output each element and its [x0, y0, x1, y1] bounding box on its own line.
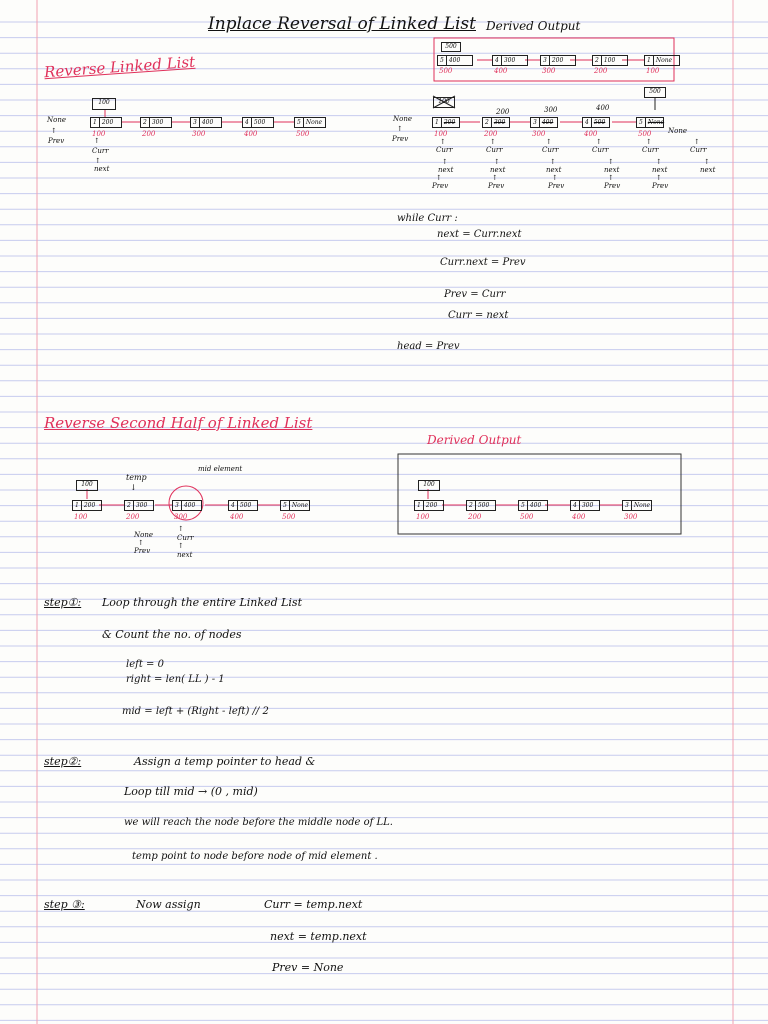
- arrow-up: ↑: [440, 138, 446, 146]
- output-head-box: 500: [441, 42, 461, 52]
- list-node: [280, 500, 310, 511]
- step-line: next = temp.next: [270, 930, 367, 943]
- node-value: 1: [433, 118, 442, 127]
- curr-label: Curr: [642, 146, 659, 154]
- node-address: 500: [638, 130, 652, 138]
- arrow-up: ↑: [138, 539, 144, 547]
- list-node: [432, 117, 460, 128]
- step-line: we will reach the node before the middle node of LL.: [124, 817, 393, 828]
- node-address: 500: [439, 67, 453, 75]
- section-reverse-linked-list: Reverse Linked List: [43, 52, 196, 82]
- next-label: next: [94, 165, 110, 173]
- step-line: & Count the no. of nodes: [102, 628, 242, 641]
- curr-label: Curr: [486, 146, 503, 154]
- node-next: 400: [201, 119, 214, 126]
- curr-label: Curr: [177, 534, 194, 542]
- arrow-up: ↑: [490, 138, 496, 146]
- node-next: 300: [503, 57, 516, 64]
- node-next: 100: [603, 57, 616, 64]
- next-label: next: [700, 166, 716, 174]
- step-2-label: step②:: [44, 755, 82, 768]
- list-node: [124, 500, 154, 511]
- node-address: 400: [584, 130, 598, 138]
- node-value: 3: [531, 118, 540, 127]
- node-value: 1: [73, 501, 82, 510]
- arrow-up: ↑: [494, 158, 500, 166]
- algo-line: while Curr :: [397, 213, 458, 224]
- arrow-up: ↑: [178, 525, 184, 533]
- prev-label: Prev: [548, 182, 565, 190]
- node-next: 300: [151, 119, 164, 126]
- node-next: 300: [581, 502, 594, 509]
- arrow-up: ↑: [608, 158, 614, 166]
- prev-label: Prev: [652, 182, 669, 190]
- list-node: [636, 117, 664, 128]
- node-next: 200: [425, 502, 438, 509]
- node-address: 400: [494, 67, 508, 75]
- list-node: [644, 55, 680, 66]
- node-address: 200: [468, 513, 482, 521]
- arrow-up: ↑: [596, 138, 602, 146]
- node-value: 4: [583, 118, 592, 127]
- none-label: None: [47, 116, 66, 124]
- step-line: right = len( LL ) - 1: [126, 674, 225, 685]
- node-address: 100: [434, 130, 448, 138]
- step-line: Prev = None: [272, 961, 344, 974]
- list-node: [592, 55, 628, 66]
- curr-label: Curr: [92, 147, 109, 155]
- node-next: 200: [101, 119, 114, 126]
- node-next: 400: [448, 57, 461, 64]
- node-next: None: [305, 119, 323, 126]
- algo-line: next = Curr.next: [437, 229, 522, 240]
- node-address: 100: [92, 130, 106, 138]
- arrow-up: ↑: [492, 174, 498, 182]
- node-address: 500: [296, 130, 310, 138]
- node-next: 400: [529, 502, 542, 509]
- node-address: 500: [520, 513, 534, 521]
- step-line: Assign a temp pointer to head &: [134, 755, 316, 768]
- step-line: left = 0: [126, 659, 164, 670]
- next-label: next: [438, 166, 454, 174]
- node-value: 5: [295, 118, 304, 127]
- curr-label: Curr: [592, 146, 609, 154]
- node-next: 500: [253, 119, 266, 126]
- derived-output-label: Derived Output: [427, 433, 522, 447]
- none-label: None: [393, 115, 412, 123]
- algo-line: Curr.next = Prev: [440, 257, 526, 268]
- node-value: 4: [243, 118, 252, 127]
- node-address: 300: [532, 130, 546, 138]
- new-head-box: 500: [644, 87, 666, 98]
- none-label: None: [668, 127, 687, 135]
- node-value: 3: [623, 501, 632, 510]
- node-address: 400: [230, 513, 244, 521]
- arrow-up: ↑: [550, 158, 556, 166]
- step-line: Now assign: [136, 898, 201, 911]
- node-value: 4: [229, 501, 238, 510]
- curr-label: Curr: [542, 146, 559, 154]
- node-next: 200: [551, 57, 564, 64]
- node-address: 200: [142, 130, 156, 138]
- node-next: 300: [135, 502, 148, 509]
- algo-line: Curr = next: [448, 310, 509, 321]
- node-value: 3: [541, 56, 550, 65]
- head-box: 100: [92, 98, 116, 110]
- derived-output-label: Derived Output: [486, 19, 581, 33]
- node-next: None: [633, 502, 651, 509]
- page-title: Inplace Reversal of Linked List: [208, 14, 476, 34]
- list-node: [518, 500, 548, 511]
- node-address: 400: [244, 130, 258, 138]
- step-line: Loop through the entire Linked List: [102, 596, 302, 609]
- list-node: [172, 500, 202, 511]
- node-value: 1: [91, 118, 100, 127]
- list-node: [90, 117, 122, 128]
- arrow-up: ↑: [656, 158, 662, 166]
- list-node: [414, 500, 444, 511]
- node-address: 300: [624, 513, 638, 521]
- prev-label: Prev: [488, 182, 505, 190]
- algo-line: head = Prev: [397, 341, 460, 352]
- arrow-up: ↑: [552, 174, 558, 182]
- node-next-crossed: 300: [493, 119, 506, 126]
- node-value: 1: [645, 56, 654, 65]
- step-line: Curr = temp.next: [264, 898, 363, 911]
- node-next: 200: [83, 502, 96, 509]
- step-line: Loop till mid → (0 , mid): [124, 785, 258, 798]
- node-value: 4: [493, 56, 502, 65]
- arrow-up: ↑: [442, 158, 448, 166]
- node-value: 1: [415, 501, 424, 510]
- next-label: next: [177, 551, 193, 559]
- node-value: 2: [467, 501, 476, 510]
- node-value: 2: [125, 501, 134, 510]
- node-next-crossed: 400: [541, 119, 554, 126]
- list-node: [570, 500, 600, 511]
- node-value: 5: [281, 501, 290, 510]
- node-next-crossed: 200: [443, 119, 456, 126]
- head-box: 100: [76, 480, 98, 491]
- old-head-box: 100: [433, 97, 455, 108]
- list-node: [72, 500, 102, 511]
- node-address: 400: [572, 513, 586, 521]
- node-address: 300: [174, 513, 188, 521]
- head-box: 100: [418, 480, 440, 491]
- arrow-up: ↑: [397, 125, 403, 133]
- arrow-up: ↑: [694, 138, 700, 146]
- node-value: 5: [438, 56, 447, 65]
- arrow-up: ↑: [94, 137, 100, 145]
- node-address: 500: [282, 513, 296, 521]
- mid-element-label: mid element: [198, 465, 243, 473]
- list-node: [140, 117, 172, 128]
- curr-label: Curr: [690, 146, 707, 154]
- node-next: 500: [477, 502, 490, 509]
- node-next-crossed: 500: [593, 119, 606, 126]
- step-line: temp point to node before node of mid element .: [132, 851, 378, 862]
- node-value: 4: [571, 501, 580, 510]
- arrow-up: ↑: [178, 542, 184, 550]
- node-value: 2: [483, 118, 492, 127]
- step-3-label: step ③:: [44, 898, 85, 911]
- arrow-up: ↑: [95, 157, 101, 165]
- none-label: None: [134, 531, 153, 539]
- prev-label: Prev: [392, 135, 409, 143]
- node-next: 400: [183, 502, 196, 509]
- list-node: [582, 117, 610, 128]
- prev-label: Prev: [48, 137, 65, 145]
- node-address: 100: [646, 67, 660, 75]
- curr-label: Curr: [436, 146, 453, 154]
- list-node: [492, 55, 528, 66]
- prev-label: Prev: [604, 182, 621, 190]
- list-node: [242, 117, 274, 128]
- next-label: next: [604, 166, 620, 174]
- new-link-value: 300: [544, 106, 558, 114]
- list-node: [190, 117, 222, 128]
- node-next-crossed: None: [647, 119, 665, 126]
- node-address: 200: [126, 513, 140, 521]
- node-address: 300: [542, 67, 556, 75]
- step-1-label: step①:: [44, 596, 82, 609]
- new-link-value: 200: [496, 108, 510, 116]
- list-node: [530, 117, 558, 128]
- list-node: [540, 55, 576, 66]
- node-value: 2: [141, 118, 150, 127]
- algo-line: Prev = Curr: [444, 289, 506, 300]
- list-node: [228, 500, 258, 511]
- list-node: [437, 55, 473, 66]
- temp-label: temp: [126, 473, 147, 482]
- prev-label: Prev: [134, 547, 151, 555]
- node-address: 200: [484, 130, 498, 138]
- arrow-down: ↓: [130, 483, 137, 492]
- list-node: [294, 117, 326, 128]
- arrow-up: ↑: [436, 174, 442, 182]
- arrow-up: ↑: [546, 138, 552, 146]
- new-link-value: 400: [596, 104, 610, 112]
- list-node: [482, 117, 510, 128]
- list-node: [466, 500, 496, 511]
- arrow-up: ↑: [51, 127, 57, 135]
- node-value: 2: [593, 56, 602, 65]
- arrow-up: ↑: [656, 174, 662, 182]
- section-reverse-second-half: Reverse Second Half of Linked List: [44, 414, 313, 432]
- node-value: 3: [173, 501, 182, 510]
- node-address: 100: [416, 513, 430, 521]
- node-address: 100: [74, 513, 88, 521]
- arrow-up: ↑: [608, 174, 614, 182]
- node-next: 500: [239, 502, 252, 509]
- prev-label: Prev: [432, 182, 449, 190]
- step-line: mid = left + (Right - left) // 2: [122, 706, 269, 717]
- node-value: 3: [191, 118, 200, 127]
- arrow-up: ↑: [646, 138, 652, 146]
- list-node: [622, 500, 652, 511]
- node-address: 200: [594, 67, 608, 75]
- arrow-up: ↑: [704, 158, 710, 166]
- node-value: 5: [637, 118, 646, 127]
- next-label: next: [546, 166, 562, 174]
- next-label: next: [652, 166, 668, 174]
- node-next: None: [655, 57, 673, 64]
- node-next: None: [291, 502, 309, 509]
- next-label: next: [490, 166, 506, 174]
- node-value: 5: [519, 501, 528, 510]
- node-address: 300: [192, 130, 206, 138]
